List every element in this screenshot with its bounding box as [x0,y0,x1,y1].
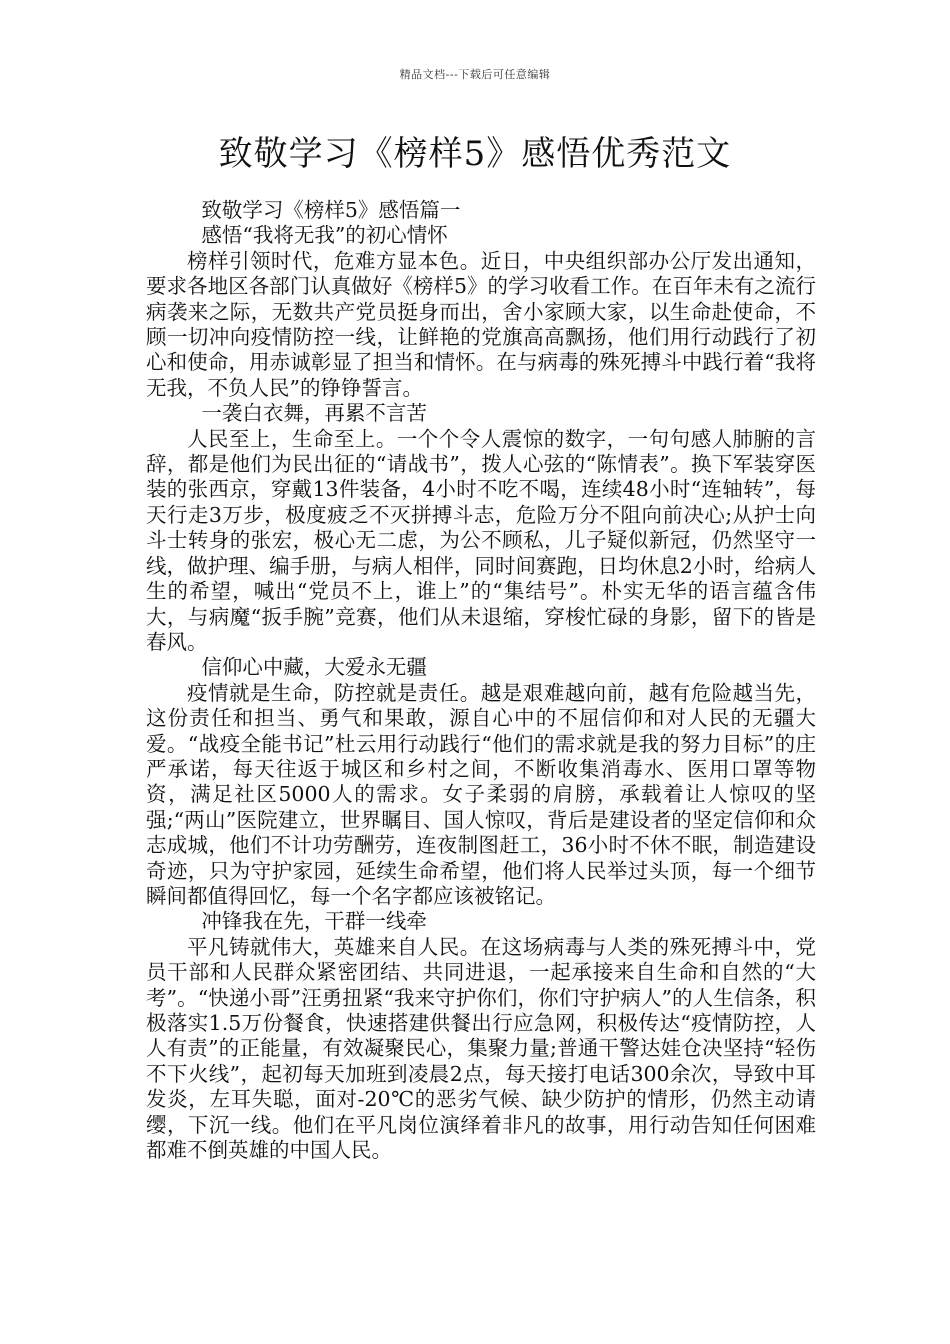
document-body [146,198,816,1163]
section-heading: 一袭白衣舞，再累不言苦 [201,401,427,426]
section-heading: 信仰心中藏，大爱永无疆 [201,655,427,680]
document-title: 致敬学习《榜样5》感悟优秀范文 [218,134,732,174]
section-heading: 冲锋我在先，干群一线牵 [201,909,427,934]
header-note: 精品文档---下载后可任意编辑 [399,68,551,81]
body-paragraph: 平凡铸就伟大，英雄来自人民。在这场病毒与人类的殊死搏斗中，党员干部和人民群众紧密团结、共同进退，一起承接来自生命和自然的“大考”。“快递小哥”汪勇扭紧“我来守护你们，你们守护病人”的人生信条，积极落实1.5万份餐食，快速搭建供餐出行应急网，积极传达“疫情防控，人人有责”的正能量，有效凝聚民心，集聚力量;普通干警达娃仓决坚持“轻伤不下火线”，起初每天加班到凌晨2点，每天接打电话300余次，导致中耳发炎，左耳失聪，面对-20℃的恶劣气候、缺少防护的情形，仍然主动请缨，下沉一线。他们在平凡岗位演绎着非凡的故事，用行动告知任何困难都难不倒英雄的中国人民。 [146,934,816,1163]
section-heading: 致敬学习《榜样5》感悟篇一 [201,198,461,222]
section-heading: 感悟“我将无我”的初心情怀 [201,223,448,248]
body-paragraph: 人民至上，生命至上。一个个令人震惊的数字，一句句感人肺腑的言辞，都是他们为民出征的“请战书”，拨人心弦的“陈情表”。换下军装穿医装的张西京，穿戴13件装备，4小时不吃不喝，连续48小时“连轴转”，每天行走3万步，极度疲乏不灭拼搏斗志，危险万分不阻向前决心;从护士向斗士转身的张宏，极心无二虑，为公不顾私，儿子疑似新冠，仍然坚守一线，做护理、编手册，与病人相伴，同时间赛跑，日均休息2小时，给病人生的希望，喊出“党员不上，谁上”的“集结号”。朴实无华的语言蕴含伟大，与病魔“扳手腕”竞赛，他们从未退缩，穿梭忙碌的身影，留下的皆是春风。 [146,426,816,654]
body-paragraph: 疫情就是生命，防控就是责任。越是艰难越向前，越有危险越当先，这份责任和担当、勇气和果敢，源自心中的不屈信仰和对人民的无疆大爱。“战疫全能书记”杜云用行动践行“他们的需求就是我的努力目标”的庄严承诺，每天往返于城区和乡村之间，不断收集消毒水、医用口罩等物资，满足社区5000人的需求。女子柔弱的肩膀，承载着让人惊叹的坚强;“两山”医院建立，世界瞩目、国人惊叹，背后是建设者的坚定信仰和众志成城，他们不计功劳酬劳，连夜制图赶工，36小时不休不眠，制造建设奇迹，只为守护家园，延续生命希望，他们将人民举过头顶，每一个细节瞬间都值得回忆，每一个名字都应该被铭记。 [146,680,816,908]
body-paragraph: 榜样引领时代，危难方显本色。近日，中央组织部办公厅发出通知，要求各地区各部门认真做好《榜样5》的学习收看工作。在百年未有之流行病袭来之际，无数共产党员挺身而出，舍小家顾大家，以生命赴使命，不顾一切冲向疫情防控一线，让鲜艳的党旗高高飘扬，他们用行动践行了初心和使命，用赤诚彰显了担当和情怀。在与病毒的殊死搏斗中践行着“我将无我，不负人民”的铮铮誓言。 [146,248,816,400]
